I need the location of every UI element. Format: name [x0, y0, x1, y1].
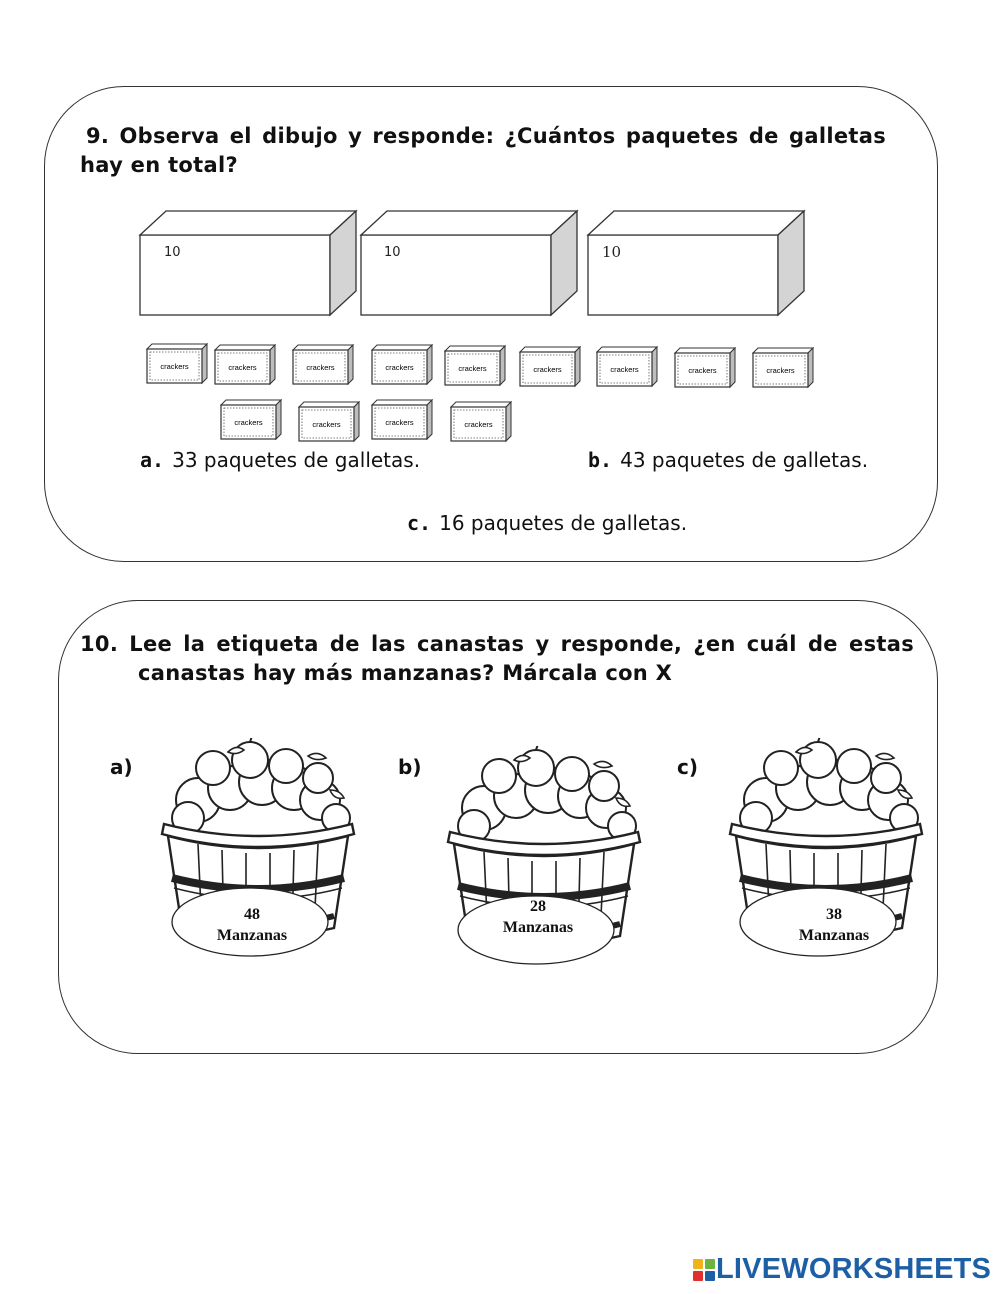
- cracker-label: crackers: [385, 418, 414, 427]
- option-c-letter: c.: [407, 511, 432, 535]
- option-b-letter: b.: [588, 448, 613, 472]
- liveworksheets-logo-icon: [692, 1257, 716, 1283]
- option-b-text: 43 paquetes de galletas.: [620, 448, 869, 472]
- question-10-title: [80, 630, 914, 688]
- question-10-title-line-1: 10. Lee la etiqueta de las canastas y responde, ¿en cuál de estas: [80, 632, 914, 656]
- cracker-label: crackers: [306, 363, 335, 372]
- basket-c-tag[interactable]: [752, 904, 916, 946]
- cracker-label: crackers: [228, 363, 257, 372]
- cracker-package-3: [292, 344, 354, 386]
- box-2-label: 10: [384, 245, 401, 260]
- option-a[interactable]: [140, 448, 420, 472]
- basket-c-unit: Manzanas: [798, 927, 870, 944]
- option-c[interactable]: [407, 511, 687, 535]
- cracker-package-6: [519, 346, 581, 388]
- basket-c-letter: c): [677, 755, 698, 779]
- option-c-text: 16 paquetes de galletas.: [439, 511, 688, 535]
- option-a-letter: a.: [140, 448, 165, 472]
- basket-b-letter: b): [398, 755, 422, 779]
- box-1-label: 10: [164, 245, 181, 260]
- cracker-label: crackers: [160, 362, 189, 371]
- cracker-package-5: [444, 345, 506, 387]
- basket-b-unit: Manzanas: [502, 919, 574, 936]
- basket-a-count: 48: [244, 906, 260, 923]
- cracker-package-13: [450, 401, 512, 443]
- cracker-package-11: [298, 401, 360, 443]
- cracker-package-9: [752, 347, 814, 389]
- basket-b-count: 28: [530, 898, 546, 915]
- cracker-label: crackers: [688, 366, 717, 375]
- cracker-label: crackers: [234, 418, 263, 427]
- cracker-label: crackers: [385, 363, 414, 372]
- cracker-package-4: [371, 344, 433, 386]
- ten-pack-boxes: [136, 205, 816, 325]
- cracker-label: crackers: [458, 364, 487, 373]
- basket-c-count: 38: [826, 906, 842, 923]
- box-3-label: 10: [602, 243, 622, 261]
- cracker-label: crackers: [312, 420, 341, 429]
- ten-pack-box-3: [588, 211, 804, 315]
- liveworksheets-logo: [692, 1253, 991, 1286]
- basket-a-letter: a): [110, 755, 133, 779]
- cracker-package-2: [214, 344, 276, 386]
- cracker-label: crackers: [464, 420, 493, 429]
- cracker-label: crackers: [766, 366, 795, 375]
- cracker-label: crackers: [610, 365, 639, 374]
- question-10-title-line-2: canastas hay más manzanas? Márcala con X: [138, 661, 673, 685]
- cracker-label: crackers: [533, 365, 562, 374]
- cracker-package-7: [596, 346, 658, 388]
- ten-pack-box-1: [140, 211, 356, 315]
- cracker-package-12: [371, 399, 433, 441]
- question-9-title: 9. Observa el dibujo y responde: ¿Cuántos paquetes de galletas hay en total?: [80, 124, 886, 177]
- basket-a-tag[interactable]: [170, 904, 334, 946]
- cracker-package-10: [220, 399, 282, 441]
- basket-a-unit: Manzanas: [216, 927, 288, 944]
- option-a-text: 33 paquetes de galletas.: [172, 448, 421, 472]
- basket-b-tag[interactable]: [458, 896, 618, 938]
- ten-pack-box-2: [361, 211, 577, 315]
- cracker-package-1: [146, 343, 208, 385]
- cracker-package-8: [674, 347, 736, 389]
- liveworksheets-brand: LIVEWORKSHEETS: [716, 1253, 992, 1285]
- option-b[interactable]: [588, 448, 868, 472]
